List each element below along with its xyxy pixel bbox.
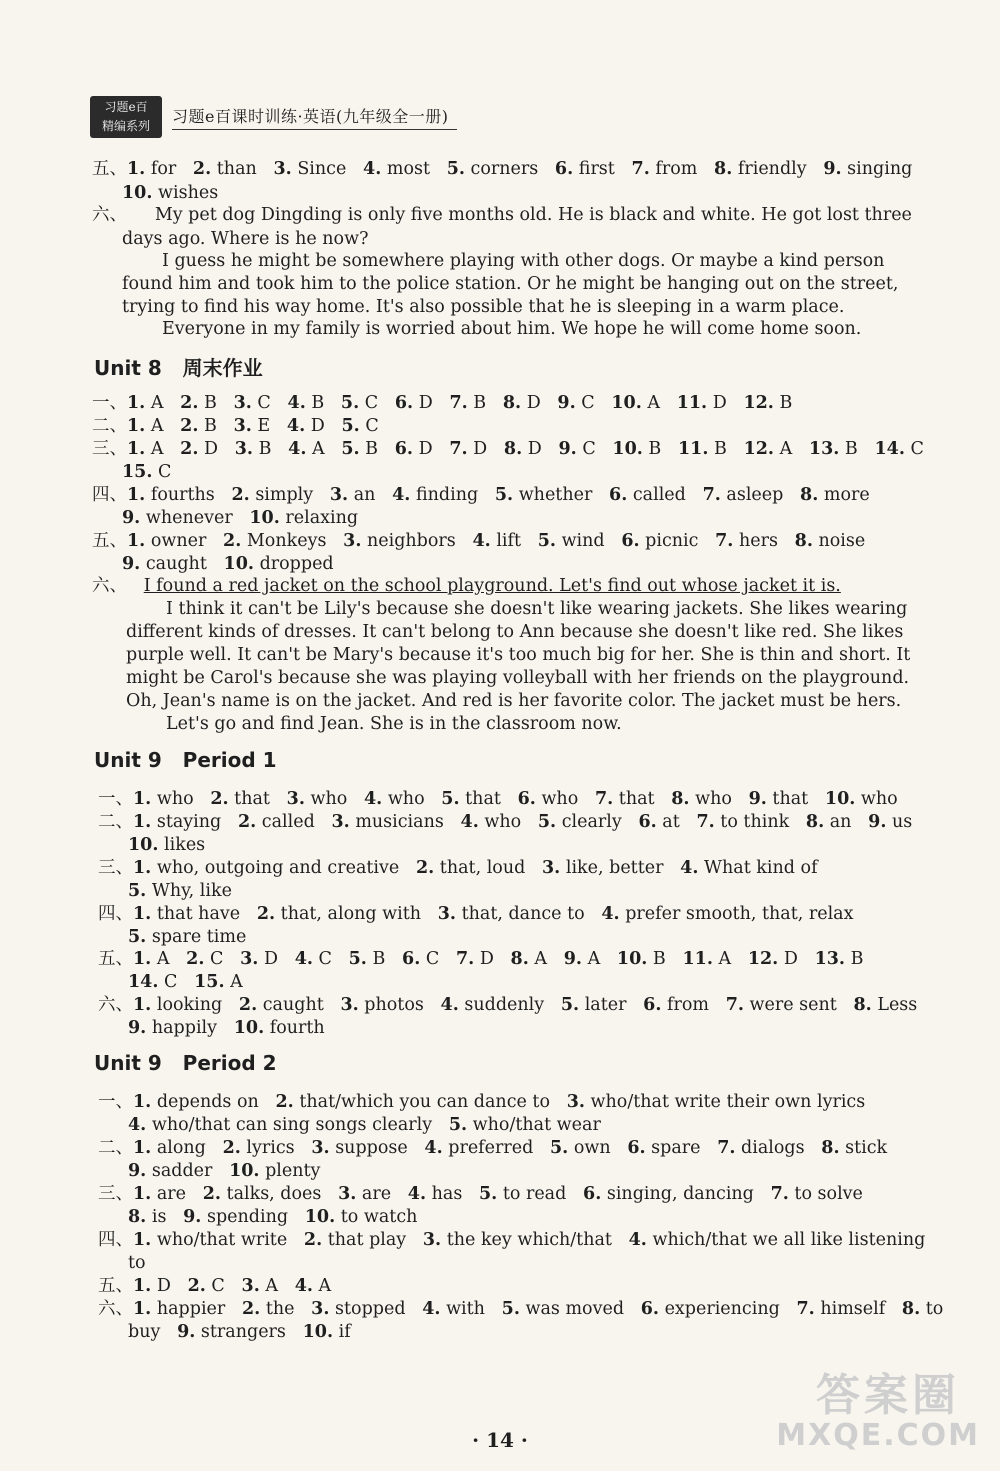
answer-line: 三、1. who, outgoing and creative 2. that, loud 3. like, better 4. What kind of (98, 858, 818, 878)
answer-line: 五、1. for 2. than 3. Since 4. most 5. corners 6. first 7. from 8. friendly 9. singing (92, 159, 913, 179)
answer-line: different kinds of dresses. It can't belong to Ann because she doesn't like red. She likes (126, 622, 904, 642)
answer-line: 二、1. A 2. B 3. E 4. D 5. C (92, 416, 379, 436)
watermark-url: MXQE.COM (776, 1418, 980, 1453)
answer-line: 一、1. depends on 2. that/which you can dance to 3. who/that write their own lyrics (98, 1092, 866, 1112)
series-badge (90, 96, 162, 138)
answer-line: 三、1. A 2. D 3. B 4. A 5. B 6. D 7. D 8. D 9. C 10. B 11. B 12. A 13. B 14. C (92, 439, 924, 459)
answer-line: found him and took him to the police station. Or he might be hanging out on the street, (122, 274, 899, 294)
answer-line: 四、1. that have 2. that, along with 3. that, dance to 4. prefer smooth, that, relax (98, 904, 854, 924)
badge-line-2: 精编系列 (101, 119, 150, 133)
answer-line: 5. spare time (128, 927, 247, 947)
answer-line: might be Carol's because she was playing volleyball with her friends on the playground. (126, 668, 910, 688)
answer-line: 4. who/that can sing songs clearly 5. who/that wear (128, 1115, 601, 1135)
answer-line: 四、1. fourths 2. simply 3. an 4. finding 5. whether 6. called 7. asleep 8. more (92, 485, 870, 505)
answer-line: 9. happily 10. fourth (128, 1018, 325, 1038)
answer-line: 14. C 15. A (128, 972, 243, 992)
unit-heading: Unit 9 Period 1 (94, 748, 277, 772)
answer-line: 一、1. who 2. that 3. who 4. who 5. that 6. who 7. that 8. who 9. that 10. who (98, 789, 898, 809)
answer-line: purple well. It can't be Mary's because it's too much big for her. She is thin and short. It (126, 645, 911, 665)
series-title: 习题e百课时训练·英语(九年级全一册) (172, 104, 457, 130)
answer-line: 五、1. owner 2. Monkeys 3. neighbors 4. lift 5. wind 6. picnic 7. hers 8. noise (92, 531, 866, 551)
page-number: · 14 · (472, 1428, 528, 1452)
answer-line: 一、1. A 2. B 3. C 4. B 5. C 6. D 7. B 8. D 9. C 10. A 11. D 12. B (92, 393, 793, 413)
answer-line: Oh, Jean's name is on the jacket. And red is her favorite color. The jacket must be hers. (126, 691, 902, 711)
answer-line: Everyone in my family is worried about him. We hope he will come home soon. (162, 319, 862, 339)
answer-line: 三、1. are 2. talks, does 3. are 4. has 5. to read 6. singing, dancing 7. to solve (98, 1184, 863, 1204)
answer-line: Let's go and find Jean. She is in the classroom now. (166, 714, 622, 734)
answer-line: 二、1. along 2. lyrics 3. suppose 4. preferred 5. own 6. spare 7. dialogs 8. stick (98, 1138, 888, 1158)
answer-line: 5. Why, like (128, 881, 232, 901)
answer-line: 五、1. D 2. C 3. A 4. A (98, 1276, 332, 1296)
answer-line: 10. likes (128, 835, 206, 855)
answer-line: trying to find his way home. It's also possible that he is sleeping in a warm place. (122, 297, 845, 317)
answer-line: 9. sadder 10. plenty (128, 1161, 321, 1181)
answer-line: 五、1. A 2. C 3. D 4. C 5. B 6. C 7. D 8. A 9. A 10. B 11. A 12. D 13. B (98, 949, 864, 969)
unit-heading: Unit 9 Period 2 (94, 1051, 277, 1075)
answer-line: 六、1. looking 2. caught 3. photos 4. suddenly 5. later 6. from 7. were sent 8. Less (98, 995, 918, 1015)
answer-line: 10. wishes (122, 183, 219, 203)
unit-heading: Unit 8 周末作业 (94, 356, 263, 380)
answer-line: 二、1. staying 2. called 3. musicians 4. who 5. clearly 6. at 7. to think 8. an 9. us (98, 812, 913, 832)
answer-line: I guess he might be somewhere playing with other dogs. Or maybe a kind person (162, 251, 885, 271)
answer-line: 六、1. happier 2. the 3. stopped 4. with 5. was moved 6. experiencing 7. himself 8. to (98, 1299, 944, 1319)
answer-line: 8. is 9. spending 10. to watch (128, 1207, 418, 1227)
answer-line: buy 9. strangers 10. if (128, 1322, 351, 1342)
page-header (90, 96, 457, 138)
answer-line: 15. C (122, 462, 172, 482)
answer-line: 9. whenever 10. relaxing (122, 508, 359, 528)
answer-line: 9. caught 10. dropped (122, 554, 334, 574)
answer-line: 六、 I found a red jacket on the school playground. Let's find out whose jacket it is. (92, 576, 841, 596)
answer-line: 四、1. who/that write 2. that play 3. the key which/that 4. which/that we all like listening (98, 1230, 926, 1250)
answer-line: days ago. Where is he now? (122, 229, 369, 249)
answer-line: I think it can't be Lily's because she doesn't like wearing jackets. She likes wearing (166, 599, 908, 619)
answer-line: to (128, 1253, 146, 1273)
badge-line-1: 习题e百 (104, 100, 148, 114)
answer-line: 六、 My pet dog Dingding is only five months old. He is black and white. He got lost three (92, 205, 912, 225)
watermark-logo: 答案圈 (816, 1370, 960, 1421)
